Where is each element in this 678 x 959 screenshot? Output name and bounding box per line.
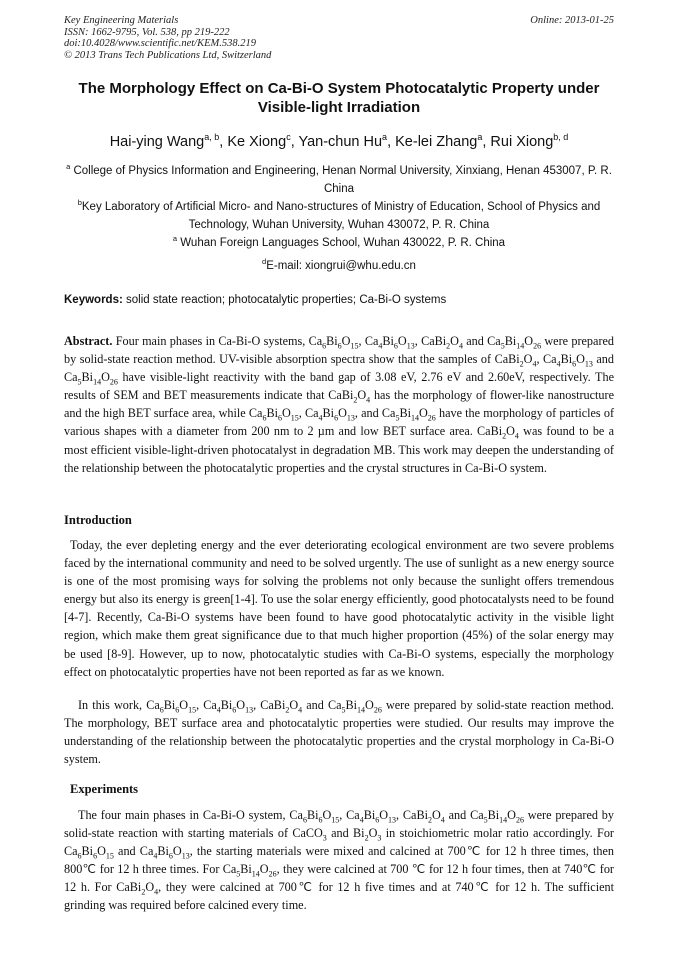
author-affil-mark: a (382, 132, 388, 142)
abstract-paragraph: Abstract. Four main phases in Ca-Bi-O systems, $Ca_6Bi_6O_{15}$, $Ca_4Bi_6O_{13}$, $CaBi_2O_4$ and $Ca_5Bi_{14}O_{26}$ were prepared by solid-state reaction method. UV-visible absorption spectra show that the samples of $CaBi_2O_4$, $Ca_4Bi_6O_{13}$ and $Ca_5Bi_{14}O_{26}$ have visible-light reactivity with the band gap of 3.08 eV, 2.76 eV and 2.60eV, respectively. The results of SEM and BET measurements indicate that $CaBi_2O_4$ has the morphology of flower-like nanostructure and the high BET surface area, while $Ca_6Bi_6O_{15}$, $Ca_4Bi_6O_{13}$, and $Ca_5Bi_{14}O_{26}$ have the morphology of particles of various shapes with a diameter from 200 nm to 2 µm and low BET surface area. $CaBi_2O_4$ was found to be a most efficient visible-light-driven photocatalyst in degradation MB. This work may deepen the understanding of the relationship between the photocatalytic properties and the crystal structures in Ca-Bi-O system. (64, 334, 615, 475)
online-date: Online: 2013-01-25 (530, 15, 614, 26)
affiliation-text: College of Physics Information and Engineering, Henan Normal University, Xinxiang, Henan 453007, P. R. China (73, 164, 612, 195)
journal-name: Key Engineering Materials (64, 15, 179, 26)
experiments-paragraph: The four main phases in Ca-Bi-O system, $Ca_6Bi_6O_{15}$, $Ca_4Bi_6O_{13}$, $CaBi_2O_4$ and $Ca_5Bi_{14}O_{26}$ were prepared by solid-state reaction with starting materials of CaCO$_3$ and $Bi_2O_3$ in stoichiometric molar ratio accordingly. For $Ca_6Bi_6O_{15}$ and $Ca_4Bi_6O_{13}$, the starting materials were mixed and calcined at 700℃ for 12 h three times, then 800℃ for 12 h three times. For $Ca_5Bi_{14}O_{26}$, they were calcined at 700 ℃ for 12 h four times, then at 740℃ for 12 h. For $CaBi_2O_4$, they were calcined at 700℃ for 12 h five times and at 740℃ for 12 h. The sufficient grinding was required before calcined every time. (64, 808, 615, 913)
paper-title: The Morphology Effect on Ca-Bi-O System Photocatalytic Property under Visible-light Irradiation (78, 80, 600, 116)
section-heading-introduction: Introduction (64, 513, 132, 527)
doi-line: doi:10.4028/www.scientific.net/KEM.538.219 (64, 38, 256, 49)
author-name: Ke-lei Zhang (395, 133, 478, 150)
author-affil-mark: a, b (204, 132, 220, 142)
section-heading-experiments: Experiments (70, 782, 139, 796)
author-name: Rui Xiong (490, 133, 554, 150)
issn-line: ISSN: 1662-9795, Vol. 538, pp 219-222 (64, 26, 230, 38)
author-name: Ke Xiong (227, 133, 287, 150)
affil-mark: b (77, 198, 82, 207)
author-affil-mark: c (286, 132, 291, 142)
keywords (64, 292, 614, 308)
copyright-line: © 2013 Trans Tech Publications Ltd, Switzerland (64, 49, 272, 61)
affiliation-text: Key Laboratory of Artificial Micro- and Nano-structures of Ministry of Education, School of Physics and Technology, Wuhan University, Wuhan 430072, P. R. China (81, 200, 601, 231)
author-list: Hai-ying Wang$^{a, b}$, Ke Xiong$^c$, Yan-chun Hu$^a$, Ke-lei Zhang$^a$, Rui Xiong$^{b, d}$ (109, 132, 569, 150)
affiliation-c (64, 230, 614, 252)
introduction-paragraph-2: In this work, $Ca_6Bi_6O_{15}$, $Ca_4Bi_6O_{13}$, $CaBi_2O_4$ and $Ca_5Bi_{14}O_{26}$ were prepared by solid-state reaction method. The morphology, BET surface area and photocatalytic properties were studied. Our results may improve the understanding of the relationship between the photocatalytic properties and the crystal morphology in Ca-Bi-O system. (64, 698, 614, 767)
author-name: Yan-chun Hu (298, 133, 383, 150)
affiliation-a (64, 158, 614, 198)
affil-mark: a (172, 234, 178, 243)
affiliation-text: Wuhan Foreign Languages School, Wuhan 430022, P. R. China (180, 236, 506, 249)
affil-mark: a (66, 162, 71, 171)
email-text[interactable]: E-mail: xiongrui@whu.edu.cn (266, 259, 416, 272)
journal-header (64, 15, 271, 61)
keywords-label: Keywords: (64, 294, 123, 306)
introduction-paragraph-1: Today, the ever depleting energy and the ever deteriorating ecological environment are two severe problems faced by the international community and need to be solved urgently. The use of sunlight as a new energy source is one of the most promising ways for solving the problems not only because the sunlight offers tremendous energy but also its energy is green[1-4]. To use the solar energy efficiently, good photocatalysts need to be found [4-7]. Recently, Ca-Bi-O systems have been found to have good photocatalytic activity in the visible light region, which make them great significance due to that much higher proportion (45%) of the solar energy may be used [8-9]. However, up to now, photocatalytic studies with Ca-Bi-O systems, especially the morphology effect on photocatalytic properties have not been reported as far as we known. (64, 538, 614, 679)
affiliation-b (64, 194, 614, 234)
author-name: Hai-ying Wang (109, 133, 205, 150)
abstract-label: Abstract. (64, 334, 113, 348)
affil-mark: d (262, 257, 267, 266)
author-affil-mark: a (477, 132, 483, 142)
contact-email (64, 253, 614, 275)
author-affil-mark: b, d (553, 132, 569, 142)
keywords-text: solid state reaction; photocatalytic properties; Ca-Bi-O systems (126, 294, 447, 306)
